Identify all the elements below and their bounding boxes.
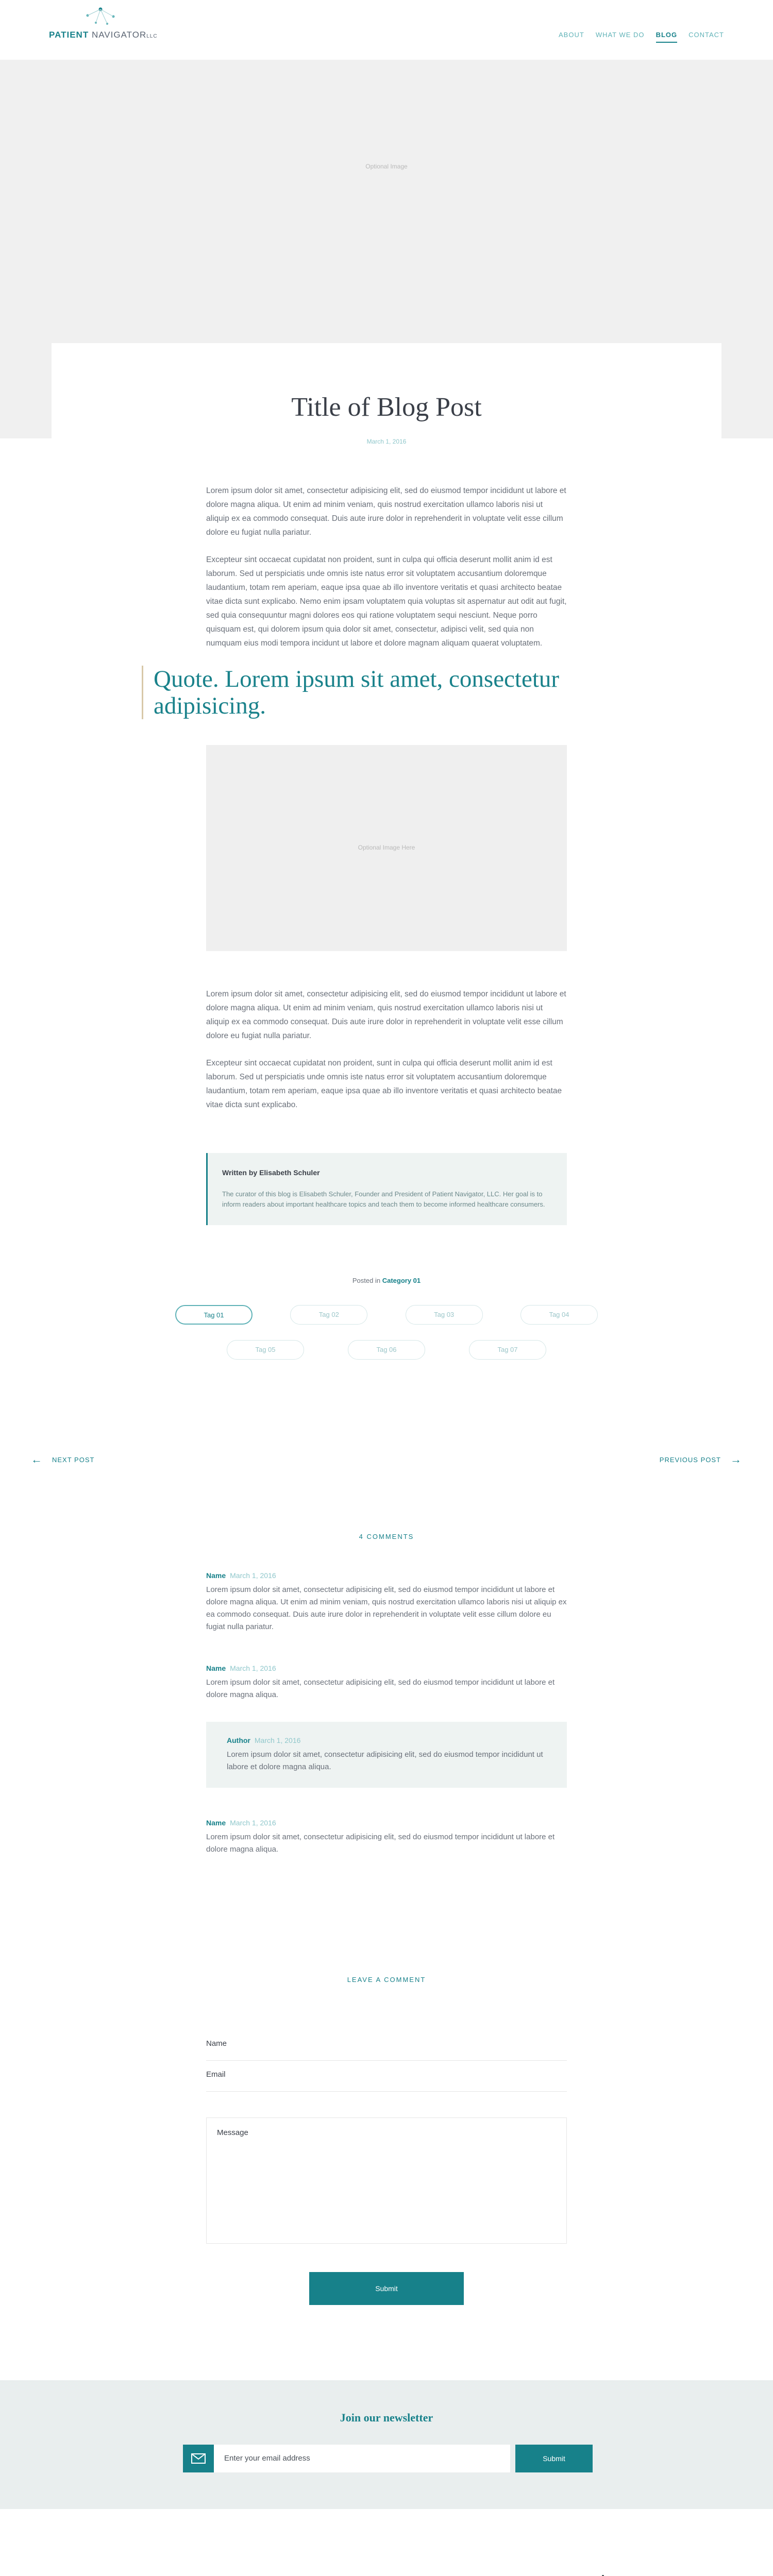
post-navigation [0, 1453, 773, 1473]
brand-light: NAVIGATOR [91, 30, 147, 40]
posted-in [52, 1277, 721, 1284]
post-date: March 1, 2016 [366, 438, 407, 445]
next-post-link[interactable] [31, 1453, 94, 1466]
envelope-icon [183, 2445, 214, 2472]
main-nav [559, 31, 724, 43]
post-content [154, 484, 567, 1225]
logo[interactable] [49, 4, 167, 50]
comment-message-input[interactable]: Message [206, 2117, 567, 2244]
brand-suffix: LLC [146, 33, 158, 39]
previous-post-link[interactable] [660, 1453, 742, 1466]
compass-logo-icon [77, 4, 124, 30]
nav-blog[interactable]: BLOG [656, 31, 678, 43]
author-name: Written by Elisabeth Schuler [222, 1168, 320, 1177]
comment [206, 1664, 567, 1701]
comments-section [206, 1533, 567, 1887]
article [52, 343, 721, 1360]
next-post-label: NEXT POST [52, 1455, 95, 1464]
nav-contact[interactable]: CONTACT [688, 31, 724, 39]
tag-07[interactable]: Tag 07 [469, 1340, 546, 1360]
tag-03[interactable]: Tag 03 [406, 1305, 483, 1325]
post-paragraph: Lorem ipsum dolor sit amet, consectetur adipisicing elit, sed do eiusmod tempor incididunt ut labore et dolore magna aliqua. Ut enim ad minim veniam, quis nostrud exercitation ullamco laboris nisi ut aliquip ex ea commodo consequat. Duis aute irure dolor in reprehenderit in voluptate velit esse cillum dolore eu fugiat nulla pariatur. [206, 486, 566, 537]
tag-02[interactable]: Tag 02 [290, 1305, 367, 1325]
comment [206, 1571, 567, 1633]
newsletter-submit-button[interactable]: Submit [515, 2445, 593, 2472]
newsletter-title: Join our newsletter [340, 2411, 433, 2424]
network-illustration [113, 2555, 660, 2576]
inline-image-label: Optional Image Here [358, 844, 415, 851]
comment-name-input[interactable]: Name [206, 2030, 567, 2061]
newsletter-section [0, 2380, 773, 2509]
comment-text: Lorem ipsum dolor sit amet, consectetur adipisicing elit, sed do eiusmod tempor incididunt ut labore et dolore magna aliqua. [206, 1678, 555, 1699]
comment-email-input[interactable]: Email [206, 2061, 567, 2092]
comment-text: Lorem ipsum dolor sit amet, consectetur adipisicing elit, sed do eiusmod tempor incididunt ut labore et dolore magna aliqua. [227, 1750, 543, 1771]
tag-05[interactable]: Tag 05 [227, 1340, 304, 1360]
nav-about[interactable]: ABOUT [559, 31, 584, 39]
comment-text: Lorem ipsum dolor sit amet, consectetur adipisicing elit, sed do eiusmod tempor incididunt ut labore et dolore magna aliqua. Ut enim ad minim veniam, quis nostrud exercitation ullamco laboris nisi ut aliquip ex ea commodo consequat. Duis aute irure dolor in reprehenderit in voluptate velit esse cillum dolore eu fugiat nulla pariatur. [206, 1585, 567, 1631]
author-box [206, 1153, 567, 1225]
brand-name [49, 30, 158, 40]
comment-submit-button[interactable]: Submit [309, 2272, 464, 2305]
leave-comment-label: LEAVE A COMMENT [347, 1976, 426, 1984]
tag-04[interactable]: Tag 04 [520, 1305, 598, 1325]
post-paragraph: Excepteur sint occaecat cupidatat non proident, sunt in culpa qui officia deserunt mollit anim id est laborum. Sed ut perspiciatis unde omnis iste natus error sit voluptatem accusantium doloremque laudantium, totam rem aperiam, eaque ipsa quae ab illo inventore veritatis et quasi architecto beatae vitae dicta sunt explicabo. [206, 1059, 562, 1109]
newsletter-form [183, 2445, 593, 2472]
site-header [0, 0, 773, 60]
comment-date: March 1, 2016 [254, 1736, 301, 1744]
previous-post-label: PREVIOUS POST [659, 1455, 721, 1464]
pull-quote: Quote. Lorem ipsum sit amet, consectetur adipisicing. [142, 666, 567, 719]
post-title: Title of Blog Post [291, 393, 482, 422]
hero-image-label: Optional Image [365, 163, 408, 170]
category-link[interactable]: Category 01 [382, 1277, 421, 1284]
tag-01[interactable]: Tag 01 [175, 1305, 253, 1325]
post-paragraph: Lorem ipsum dolor sit amet, consectetur adipisicing elit, sed do eiusmod tempor incididunt ut labore et dolore magna aliqua. Ut enim ad minim veniam, quis nostrud exercitation ullamco laboris nisi ut aliquip ex ea commodo consequat. Duis aute irure dolor in reprehenderit in voluptate velit esse cillum dolore eu fugiat nulla pariatur. [206, 990, 566, 1040]
tag-06[interactable]: Tag 06 [348, 1340, 425, 1360]
nav-what-we-do[interactable]: WHAT WE DO [595, 31, 645, 39]
post-paragraph: Excepteur sint occaecat cupidatat non proident, sunt in culpa qui officia deserunt mollit anim id est laborum. Sed ut perspiciatis unde omnis iste natus error sit voluptatem accusantium doloremque laudantium, totam rem aperiam, eaque ipsa quae ab illo inventore veritatis et quasi architecto beatae vitae dicta sunt explicabo. Nemo enim ipsam voluptatem quia voluptas sit aspernatur aut odit aut fugit, sed quia consequuntur magni dolores eos qui ratione voluptatem sequi nesciunt. Neque porro quisquam est, qui dolorem ipsum quia dolor sit amet, consectetur, adipisci velit, sed quia non numquam eius modi tempora incidunt ut labore et dolore magnam aliquam quaerat voluptatem. [206, 555, 567, 648]
comment-form [206, 2030, 567, 2305]
inline-image [206, 745, 567, 951]
comment [206, 1819, 567, 1856]
comments-count: 4 COMMENTS [359, 1533, 414, 1540]
brand-bold: PATIENT [49, 30, 89, 40]
hero-image [0, 60, 773, 1353]
arrow-right-icon: → [730, 1453, 742, 1466]
comment-text: Lorem ipsum dolor sit amet, consectetur adipisicing elit, sed do eiusmod tempor incididunt ut labore et dolore magna aliqua. [206, 1833, 555, 1854]
comment-date: March 1, 2016 [230, 1664, 276, 1672]
arrow-left-icon: ← [31, 1453, 43, 1466]
author-bio: The curator of this blog is Elisabeth Schuler, Founder and President of Patient Navigator, LLC. Her goal is to inform readers about important healthcare topics and teach them to become informed healthcare consumers. [222, 1190, 545, 1208]
comment-date: March 1, 2016 [230, 1571, 276, 1580]
comment-author: Author [227, 1736, 250, 1744]
comment-author: Name [206, 1664, 226, 1672]
tag-list-row2 [227, 1340, 546, 1360]
newsletter-email-input[interactable]: Enter your email address [214, 2445, 510, 2472]
posted-in-prefix: Posted in [352, 1277, 381, 1284]
tag-list [175, 1305, 598, 1325]
comment-author: Name [206, 1819, 226, 1827]
comment-date: March 1, 2016 [230, 1819, 276, 1827]
comment-reply [206, 1722, 567, 1788]
comment-author: Name [206, 1571, 226, 1580]
